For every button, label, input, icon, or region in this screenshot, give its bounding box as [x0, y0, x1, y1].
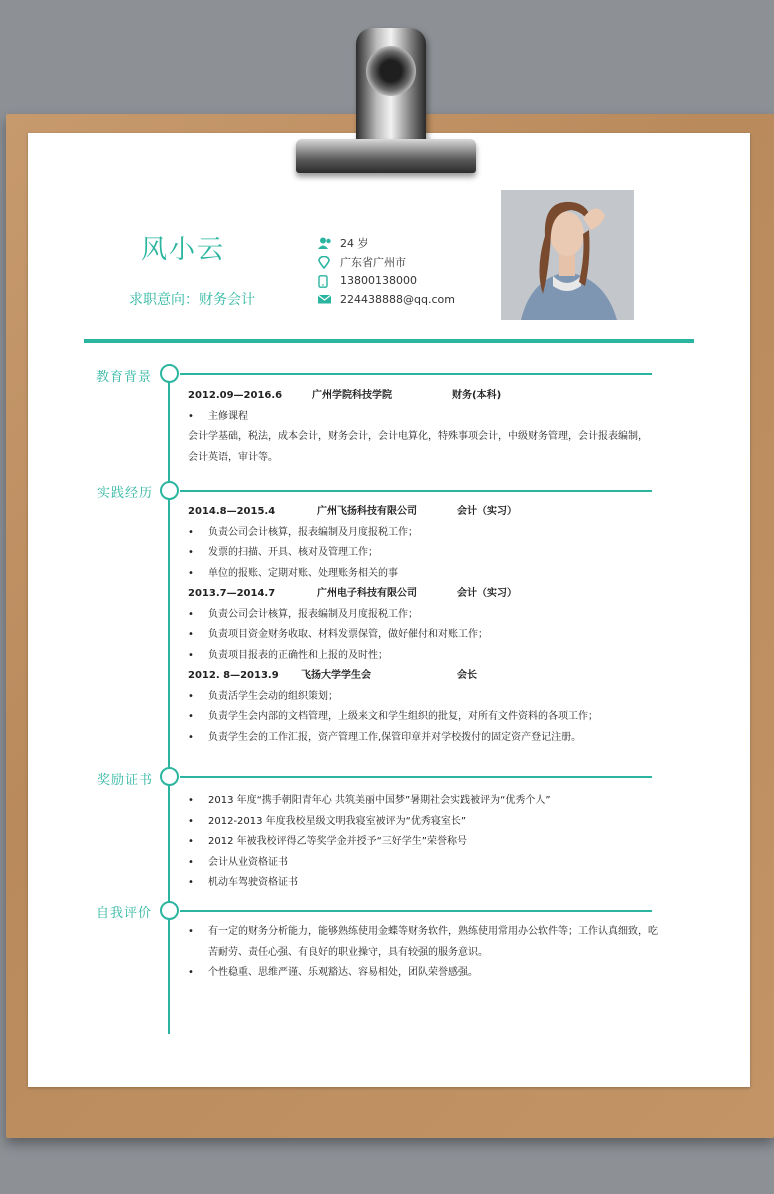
user-icon	[318, 237, 334, 249]
list-item: • 2012-2013 年度我校星级文明我寝室被评为“优秀寝室长”	[188, 815, 467, 827]
list-item: • 负责项目报表的正确性和上报的及时性；	[188, 649, 388, 661]
education-entry	[188, 386, 648, 407]
location-text: 广东省广州市	[340, 255, 406, 269]
timeline-node-education	[160, 364, 179, 383]
list-item: • 负责学生会内部的文档管理，上级来文和学生组织的批复，对所有文件资料的各项工作；	[188, 711, 598, 722]
list-item: • 发票的扫描、开具、核对及管理工作；	[188, 547, 378, 558]
age-row	[318, 233, 455, 252]
section-divider-awards	[180, 776, 652, 778]
binder-clip-hole	[366, 46, 416, 96]
list-item: • 单位的报账、定期对账、处理账务相关的事	[188, 567, 398, 579]
list-item: • 负责学生会的工作汇报，资产管理工作,保管印章并对学校拨付的固定资产登记注册。	[188, 731, 582, 743]
courses-line: 会计学基础，税法，成本会计，财务会计，会计电算化，特殊事项会计，中级财务管理，会计报表编制，	[188, 431, 648, 442]
job-intent: 求职意向：财务会计	[129, 292, 255, 308]
contact-info	[318, 233, 455, 309]
candidate-name: 风小云	[141, 235, 226, 265]
list-item: • 负责公司会计核算，报表编制及月度报税工作；	[188, 608, 418, 620]
timeline-node-self	[160, 901, 179, 920]
self-evaluation-block	[188, 922, 658, 984]
experience-block	[188, 502, 598, 748]
job-header: 2013.7—2014.7 广州电子科技有限公司 会计（实习）	[188, 588, 517, 599]
job-header: 2014.8—2015.4 广州飞扬科技有限公司 会计（实习）	[188, 506, 517, 517]
awards-block	[188, 791, 551, 894]
education-school: 广州学院科技学院	[312, 390, 392, 401]
section-divider-self	[180, 910, 652, 912]
list-item: • 个性稳重、思维严谨、乐观豁达、容易相处，团队荣誉感强。	[188, 967, 478, 978]
education-major: 财务(本科)	[452, 390, 502, 401]
age-text: 24 岁	[340, 236, 369, 250]
list-item: • 负责活学生会动的组织策划；	[188, 690, 338, 702]
location-pin-icon	[318, 256, 334, 268]
location-row	[318, 252, 455, 271]
profile-photo	[501, 190, 634, 320]
job-header: 2012. 8—2013.9 飞扬大学学生会 会长	[188, 670, 477, 681]
header-divider	[84, 339, 694, 343]
list-item: • 有一定的财务分析能力，能够熟练使用金蝶等财务软件，熟练使用常用办公软件等；工作认真细致，吃	[188, 926, 658, 937]
phone-icon	[318, 275, 334, 287]
list-item: • 2013 年度“携手朝阳青年心 共筑美丽中国梦”暑期社会实践被评为“优秀个人”	[188, 795, 551, 806]
list-item: • 机动车驾驶资格证书	[188, 877, 298, 888]
education-period: 2012.09—2016.6	[188, 390, 283, 401]
phone-text: 13800138000	[340, 274, 417, 287]
section-divider-experience	[180, 490, 652, 492]
binder-clip-base	[296, 139, 476, 173]
list-item: • 会计从业资格证书	[188, 856, 288, 868]
section-title-awards: 奖励证书	[97, 773, 154, 788]
list-item: • 主修课程	[188, 410, 248, 422]
email-text: 224438888@qq.com	[340, 293, 455, 306]
section-title-education: 教育背景	[96, 370, 153, 385]
section-divider-education	[180, 373, 652, 375]
list-item: • 负责公司会计核算，报表编制及月度报税工作；	[188, 526, 418, 538]
timeline-vertical-line	[168, 382, 170, 1034]
mail-icon	[318, 294, 334, 306]
list-item: • 负责项目资金财务收取、材料发票保管，做好催付和对账工作；	[188, 629, 488, 640]
education-block	[188, 386, 648, 468]
section-title-self: 自我评价	[96, 906, 153, 921]
email-row	[318, 290, 455, 309]
section-title-experience: 实践经历	[97, 486, 154, 501]
timeline-node-awards	[160, 767, 179, 786]
courses-line: 会计英语，审计等。	[188, 451, 278, 463]
list-item-continuation: 苦耐劳、责任心强、有良好的职业操守，具有较强的服务意识。	[208, 946, 488, 958]
list-item: • 2012 年被我校评得乙等奖学金并授予“三好学生”荣誉称号	[188, 836, 467, 847]
timeline-node-experience	[160, 481, 179, 500]
phone-row	[318, 271, 455, 290]
